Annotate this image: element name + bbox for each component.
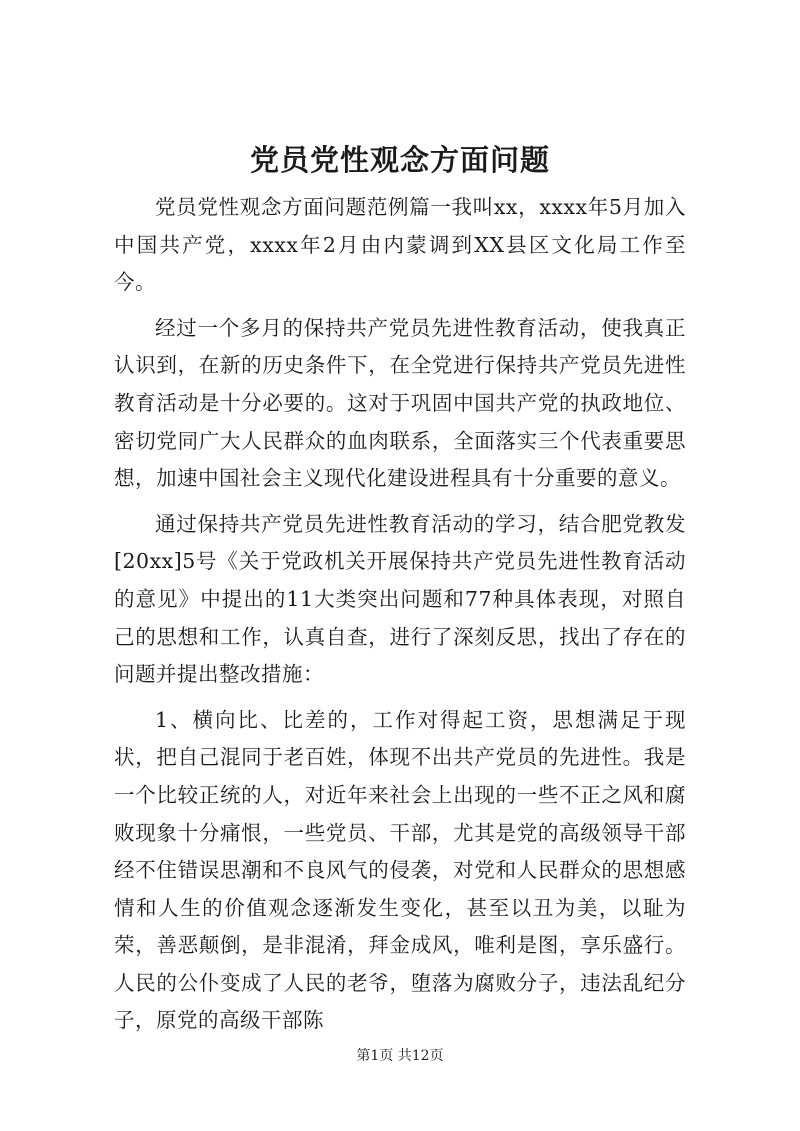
document-title: 党员党性观念方面问题	[249, 143, 550, 177]
paragraph-self-review: 通过保持共产党员先进性教育活动的学习，结合肥党教发[20xx]5号《关于党政机关开展保持共产党员先进性教育活动的意见》中提出的11大类突出问题和77种具体表现，对照自己的思想和工作，认真自查，进行了深刻反思，找出了存在的问题并提出整改措施：	[114, 511, 686, 687]
document-body	[114, 189, 686, 1048]
page-number-footer: 第1页 共12页	[356, 1048, 444, 1064]
paragraph-education-activity: 经过一个多月的保持共产党员先进性教育活动，使我真正认识到，在新的历史条件下，在全党进行保持共产党员先进性教育活动是十分必要的。这对于巩固中国共产党的执政地位、密切党同广大人民群众的血肉联系，全面落实三个代表重要思想，加速中国社会主义现代化建设进程具有十分重要的意义。	[114, 315, 686, 491]
paragraph-problem-1: 1、横向比、比差的，工作对得起工资，思想满足于现状，把自己混同于老百姓，体现不出共产党员的先进性。我是一个比较正统的人，对近年来社会上出现的一些不正之风和腐败现象十分痛恨，一些党员、干部，尤其是党的高级领导干部经不住错误思潮和不良风气的侵袭，对党和人民群众的思想感情和人生的价值观念逐渐发生变化，甚至以丑为美，以耻为荣，善恶颠倒，是非混淆，拜金成风，唯利是图，享乐盛行。人民的公仆变成了人民的老爷，堕落为腐败分子，违法乱纪分子，原党的高级干部陈	[114, 707, 686, 1033]
paragraph-intro: 党员党性观念方面问题范例篇一我叫xx，xxxx年5月加入中国共产党，xxxx年2月由内蒙调到XX县区文化局工作至今。	[114, 195, 686, 295]
